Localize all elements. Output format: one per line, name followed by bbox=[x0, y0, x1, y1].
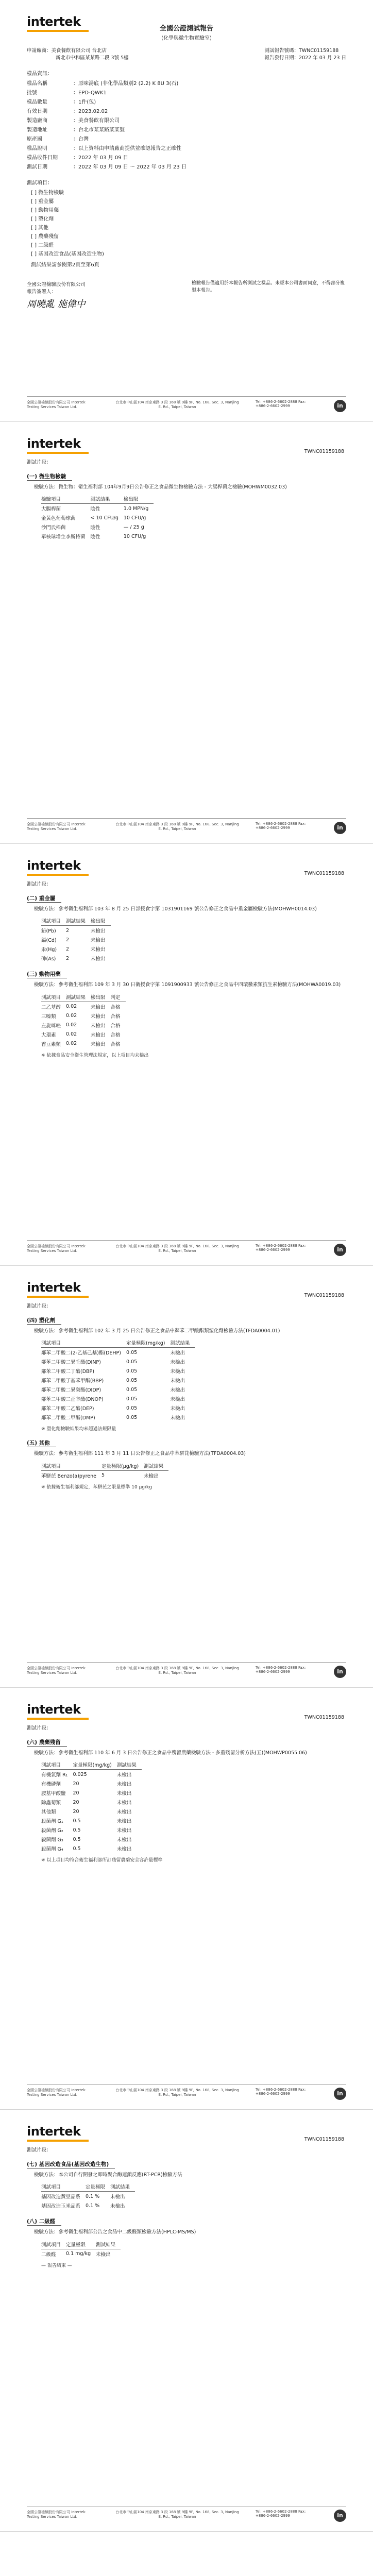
page-footer: 全國公證檢驗股份有限公司 Intertek Testing Services Taiwan Ltd. 台北市中山區104 南京東路 3 段 168 號 9樓 9F, No. 168, Sec. 3, Nanjing E. Rd., Taipei, Taiwan Tel: +886-2-6602-2888 Fax: +886-2-6602-2999 in bbox=[27, 1240, 346, 1256]
table-cell: 大環素 bbox=[41, 1032, 56, 1038]
section-title: (五) 其他 bbox=[27, 1439, 56, 1447]
signer-company: 全國公證檢驗股份有限公司 bbox=[27, 282, 86, 287]
table-header-row bbox=[41, 1338, 195, 1348]
column-header: 測試項目 bbox=[41, 2182, 86, 2192]
results-table bbox=[41, 992, 126, 1048]
page-footer: 全國公證檢驗股份有限公司 Intertek Testing Services Taiwan Ltd. 台北市中山區104 南京東路 3 段 168 號 9樓 9F, No. 168, Sec. 3, Nanjing E. Rd., Taipei, Taiwan Tel: +886-2-6602-2888 Fax: +886-2-6602-2999 in bbox=[27, 2084, 346, 2100]
page-footer: 全國公證檢驗股份有限公司 Intertek Testing Services Taiwan Ltd. 台北市中山區104 南京東路 3 段 168 號 9樓 9F, No. 168, Sec. 3, Nanjing E. Rd., Taipei, Taiwan Tel: +886-2-6602-2888 Fax: +886-2-6602-2999 in bbox=[27, 818, 346, 834]
test-method: 檢驗方法：參考衛生福利部 102 年 3 月 25 日公告修正之食品中鄰苯二甲酸酯類塑化劑檢驗方法(TFDA0004.01) bbox=[34, 1328, 280, 1334]
signer-label: 報告簽署人： bbox=[27, 289, 57, 295]
table-cell: 未檢出 bbox=[116, 1819, 132, 1825]
test-method: 檢驗方法：參考衛生福利部 109 年 3 月 30 日衛授食字第 1091900933 號公告修正之食品中四環黴素類抗生素檢驗方法(MOHWA0019.03) bbox=[34, 982, 341, 988]
column-header: 定量極限(μg/kg) bbox=[101, 1461, 144, 1471]
table-row bbox=[41, 2201, 135, 2210]
table-header-row bbox=[41, 1760, 142, 1770]
column-header: 定量極限 bbox=[66, 2240, 96, 2249]
page-label: 測試片段： bbox=[27, 2147, 52, 2153]
report-number: TWNC01159188 bbox=[304, 2137, 344, 2142]
table-cell: 20 bbox=[73, 1790, 79, 1796]
results-table bbox=[41, 2182, 135, 2210]
table-row bbox=[41, 1816, 142, 1825]
table-cell: 陰性 bbox=[90, 506, 100, 513]
column-header: 定量極限 bbox=[86, 2182, 110, 2192]
table-cell: 未檢出 bbox=[170, 1415, 185, 1421]
result-section bbox=[27, 2210, 346, 2268]
column-header: 測試項目 bbox=[41, 1461, 101, 1471]
table-cell: 鄰苯二甲酸二正辛酯(DNOP) bbox=[41, 1397, 104, 1403]
disclaimer: 檢驗報告僅適用於本報告所測試之樣品。未經本公司書面同意，不得部分複製本報告。 bbox=[192, 281, 345, 293]
table-cell: 陰性 bbox=[90, 534, 100, 540]
sample-info-table bbox=[27, 79, 346, 170]
table-cell: 殺菌劑 G₄ bbox=[41, 1846, 63, 1853]
table-cell: 合格 bbox=[110, 1032, 121, 1038]
intertek-logo: intertek bbox=[27, 14, 346, 32]
intertek-seal-icon: in bbox=[334, 822, 346, 834]
table-row bbox=[41, 1348, 195, 1358]
report-title: 全國公證測試報告 bbox=[159, 25, 213, 32]
table-cell: 10 CFU/g bbox=[123, 515, 146, 521]
table-cell: < 10 CFU/g bbox=[90, 515, 118, 521]
report-page-3 bbox=[0, 844, 373, 1266]
table-cell: 20 bbox=[73, 1799, 79, 1805]
table-row bbox=[41, 1376, 195, 1385]
table-cell: 殺菌劑 G₃ bbox=[41, 1837, 63, 1843]
table-cell: 0.02 bbox=[66, 1004, 77, 1009]
test-item: [ ] 塑化劑 bbox=[31, 216, 54, 222]
column-header: 檢出限 bbox=[124, 494, 154, 504]
intertek-logo: intertek bbox=[27, 436, 346, 454]
table-cell: 未檢出 bbox=[91, 1023, 106, 1029]
sample-info-value: ：台北市某某路某某號 bbox=[73, 127, 125, 133]
column-header: 測試結果 bbox=[110, 2182, 135, 2192]
sample-info-value: ：2023.02.02 bbox=[73, 109, 108, 114]
table-cell: 5 bbox=[101, 1472, 105, 1478]
table-cell: 未檢出 bbox=[91, 938, 106, 944]
table-cell: 汞(Hg) bbox=[41, 947, 57, 953]
sample-info-row bbox=[27, 144, 346, 151]
results-table bbox=[41, 494, 154, 541]
sample-info-row bbox=[27, 107, 346, 114]
test-method: 檢驗方法：參考衛生福利部 103 年 8 月 25 日部授食字第 1031901169 號公告修正之食品中重金屬檢驗方法(MOHWH0014.03) bbox=[34, 906, 317, 912]
table-cell: 未檢出 bbox=[116, 1809, 132, 1816]
table-cell: 基因改造黃豆品系 bbox=[41, 2194, 81, 2200]
section-note: — 報告結束 — bbox=[41, 2263, 72, 2268]
table-row bbox=[41, 935, 111, 944]
result-section bbox=[27, 1731, 346, 1863]
sample-info-key: 原產國 bbox=[27, 137, 42, 142]
table-row bbox=[41, 513, 154, 522]
section-title: (七) 基因改造食品(基因改造生物) bbox=[27, 2160, 115, 2168]
table-row bbox=[41, 1366, 195, 1376]
table-cell: 基因改造玉米品系 bbox=[41, 2204, 81, 2210]
table-row bbox=[41, 1039, 126, 1048]
signature: 周曉亂 施偉中 bbox=[27, 299, 86, 310]
table-cell: 鄰苯二甲酸二乙酯(DEP) bbox=[41, 1406, 94, 1412]
table-cell: 0.02 bbox=[66, 1041, 77, 1046]
table-cell: 未檢出 bbox=[116, 1837, 132, 1843]
table-row bbox=[41, 2192, 135, 2201]
table-cell: 未檢出 bbox=[170, 1397, 185, 1403]
table-cell: 金黃色葡萄球菌 bbox=[41, 516, 76, 522]
table-cell: 0.05 bbox=[126, 1414, 138, 1420]
results-table bbox=[41, 1760, 142, 1853]
table-cell: 鄰苯二甲酸二丁酯(DBP) bbox=[41, 1369, 94, 1375]
report-date: 2022 年 03 月 23 日 bbox=[299, 55, 346, 61]
table-cell: 未檢出 bbox=[170, 1406, 185, 1412]
table-cell: 未檢出 bbox=[91, 956, 106, 962]
table-cell: 其他類 bbox=[41, 1809, 56, 1816]
sample-info-row bbox=[27, 97, 346, 105]
table-row bbox=[41, 1021, 126, 1030]
table-row bbox=[41, 1385, 195, 1394]
sample-info-value: ：原味湯底 (非化學品類別2 (2.2) K 8U 3(石) bbox=[73, 81, 179, 87]
table-cell: 合格 bbox=[110, 1013, 121, 1020]
page-footer: 全國公證檢驗股份有限公司 Intertek Testing Services Taiwan Ltd. 台北市中山區104 南京東路 3 段 168 號 9樓 9F, No. 168, Sec. 3, Nanjing E. Rd., Taipei, Taiwan Tel: +886-2-6602-2888 Fax: +886-2-6602-2999 in bbox=[27, 2506, 346, 2522]
table-row bbox=[41, 1403, 195, 1413]
table-row bbox=[41, 1779, 142, 1788]
sample-info-key: 測試日期 bbox=[27, 164, 47, 170]
table-cell: 未檢出 bbox=[144, 1473, 159, 1479]
table-cell: 0.05 bbox=[126, 1349, 138, 1355]
table-row bbox=[41, 1394, 195, 1403]
result-section bbox=[27, 2153, 346, 2210]
result-section bbox=[27, 887, 346, 963]
table-row bbox=[41, 504, 154, 514]
test-method: 檢驗方法：參考衛生福利部公告之食品中二級醛類檢驗方法(HPLC-MS/MS) bbox=[34, 2229, 196, 2235]
table-cell: 苯駢芘 Benzo(a)pyrene bbox=[41, 1473, 96, 1479]
applicant-company: 美食餐飲有限公司 台北店 bbox=[51, 48, 107, 54]
section-note: ※ 塑化劑檢驗結果均未超過法規限量 bbox=[41, 1427, 116, 1432]
report-page-2 bbox=[0, 422, 373, 844]
intertek-seal-icon: in bbox=[334, 1666, 346, 1678]
table-cell: 0.02 bbox=[66, 1013, 77, 1019]
table-row bbox=[41, 1807, 142, 1816]
result-section bbox=[27, 963, 346, 1058]
table-cell: 有機磷劑 bbox=[41, 1782, 61, 1788]
table-cell: 0.1 % bbox=[86, 2202, 100, 2209]
table-cell: 二級醛 bbox=[41, 2251, 56, 2258]
column-header: 測試結果 bbox=[91, 494, 124, 504]
test-item: [ ] 動物用藥 bbox=[31, 208, 59, 213]
test-method: 檢驗方法：本公司自行開發之即時聚合酶連鎖反應(RT-PCR)檢驗方法 bbox=[34, 2172, 182, 2178]
table-cell: 未檢出 bbox=[91, 1013, 106, 1020]
table-cell: 除蟲菊類 bbox=[41, 1800, 61, 1806]
table-cell: 未檢出 bbox=[91, 1004, 106, 1010]
test-item: [ ] 二級醛 bbox=[31, 243, 54, 248]
table-cell: 2 bbox=[66, 955, 70, 961]
result-remark: 測試結果請參閱第2頁至第6頁 bbox=[31, 262, 99, 268]
table-cell: 0.1 mg/kg bbox=[66, 2251, 91, 2257]
section-title: (六) 農藥殘留 bbox=[27, 1738, 67, 1747]
table-row bbox=[41, 954, 111, 963]
sample-info-value: ：美食餐飲有限公司 bbox=[73, 118, 120, 124]
sample-info-row bbox=[27, 116, 346, 124]
table-cell: 沙門氏桿菌 bbox=[41, 525, 66, 531]
sample-info-value: ：2022 年 03 月 09 日 ～ 2022 年 03 月 23 日 bbox=[73, 164, 186, 170]
sample-info-heading: 樣品資訊： bbox=[27, 71, 53, 77]
table-cell: 陰性 bbox=[90, 525, 100, 531]
sample-info-key: 有效日期 bbox=[27, 109, 47, 114]
column-header: 檢出限 bbox=[91, 992, 111, 1002]
table-cell: 左旋咪唑 bbox=[41, 1023, 61, 1029]
report-number: TWNC01159188 bbox=[299, 48, 339, 54]
section-title: (三) 動物用藥 bbox=[27, 970, 67, 978]
table-row bbox=[41, 532, 154, 541]
table-cell: 0.5 bbox=[73, 1845, 81, 1852]
table-cell: 鉛(Pb) bbox=[41, 928, 56, 935]
table-row bbox=[41, 1788, 142, 1798]
sample-info-key: 樣品說明 bbox=[27, 146, 47, 151]
table-cell: 鄰苯二甲酸二(2-乙基己基)酯(DEHP) bbox=[41, 1350, 121, 1357]
table-cell: 未檢出 bbox=[91, 928, 106, 935]
report-number: TWNC01159188 bbox=[304, 871, 344, 876]
sample-info-key: 製造地址 bbox=[27, 127, 47, 133]
result-section bbox=[27, 1432, 346, 1489]
sample-info-row bbox=[27, 134, 346, 142]
table-row bbox=[41, 1470, 168, 1480]
table-cell: 殺菌劑 G₂ bbox=[41, 1828, 63, 1834]
table-row bbox=[41, 2249, 121, 2259]
table-cell: 2 bbox=[66, 937, 70, 943]
section-title: (四) 塑化劑 bbox=[27, 1316, 61, 1325]
table-cell: 砷(As) bbox=[41, 956, 56, 962]
sample-info-key: 樣品數量 bbox=[27, 99, 47, 105]
table-cell: 未檢出 bbox=[116, 1828, 132, 1834]
intertek-logo: intertek bbox=[27, 1702, 346, 1720]
test-method: 檢驗方法：微生物：衛生福利部 104年9月9日公告修正之食品微生物檢驗方法 - 大腸桿菌之檢驗(MOHWM0032.03) bbox=[34, 484, 287, 490]
section-note: ※ 以上項目均符合衛生福利部所訂殘留農藥安全容許量標準 bbox=[41, 1858, 163, 1863]
table-header-row bbox=[41, 2240, 121, 2249]
column-header: 測試結果 bbox=[66, 992, 91, 1002]
table-header-row bbox=[41, 992, 126, 1002]
sample-info-key: 樣品名稱 bbox=[27, 81, 47, 87]
page-label: 測試片段： bbox=[27, 1725, 52, 1731]
table-header-row bbox=[41, 916, 111, 926]
result-section bbox=[27, 1309, 346, 1432]
results-table bbox=[41, 1461, 168, 1480]
column-header: 測試項目 bbox=[41, 916, 66, 926]
test-item: [ ] 基因改造食品(基因改造生物) bbox=[31, 251, 104, 257]
table-cell: 2 bbox=[66, 927, 70, 934]
table-row bbox=[41, 1798, 142, 1807]
table-cell: 鄰苯二甲酸二異壬酯(DINP) bbox=[41, 1360, 101, 1366]
table-cell: 0.5 bbox=[73, 1836, 81, 1842]
result-section bbox=[27, 465, 346, 541]
column-header: 測試結果 bbox=[96, 2240, 121, 2249]
table-row bbox=[41, 1011, 126, 1021]
test-item: [ ] 其他 bbox=[31, 225, 49, 231]
sample-info-key: 製造廠商 bbox=[27, 118, 47, 124]
table-cell: 20 bbox=[73, 1808, 79, 1815]
intertek-seal-icon: in bbox=[334, 2510, 346, 2522]
report-number: TWNC01159188 bbox=[304, 1715, 344, 1720]
table-row bbox=[41, 1844, 142, 1853]
column-header: 測試結果 bbox=[144, 1461, 168, 1471]
sample-info-key: 批號 bbox=[27, 90, 37, 96]
sample-info-key: 樣品收件日期 bbox=[27, 155, 58, 161]
page-footer: 全國公證檢驗股份有限公司 Intertek Testing Services Taiwan Ltd. 台北市中山區104 南京東路 3 段 168 號 9樓 9F, No. 168, Sec. 3, Nanjing E. Rd., Taipei, Taiwan Tel: +886-2-6602-2888 Fax: +886-2-6602-2999 in bbox=[27, 396, 346, 412]
page-label: 測試片段： bbox=[27, 1303, 52, 1309]
table-header-row bbox=[41, 494, 154, 504]
table-cell: 未檢出 bbox=[116, 1772, 132, 1778]
column-header: 測試項目 bbox=[41, 1760, 73, 1770]
table-header-row bbox=[41, 2182, 135, 2192]
result-pages bbox=[0, 422, 373, 2532]
results-table bbox=[41, 1338, 195, 1422]
sample-info-row bbox=[27, 153, 346, 161]
table-cell: 0.05 bbox=[126, 1377, 138, 1383]
report-page-1: intertek 全國公證測試報告 (化學與微生物實驗室) 申請廠商：美食餐飲有限公司 台北店 新北市中和區某某路二段 3號 5樓 測試報告號碼：TWNC01159188 報告發行日期：2022 年 03 月 23 日 樣品資訊： 樣品名稱 ：原味湯底 (非化學品類別2 (2.2) K 8U 3(石) 批號 ：EPD-QWK1 樣品數量 ：1件(包) 有效日期 ：2023.02.02 製造廠商 ：美食餐飲有限公司 製造地址 ：台北市某某路某某號 原產國 ：台灣 樣品說明 ：以上資料由申請廠商提供並確認報告之正確性 樣品收件日期 ：2022 年 03 月 09 日 測試日期 ：2022 年 03 月 09 日 ～ 2022 年 03 月 23 日 測試項目： [ ] 微生物檢驗 [ ] 重金屬 [ ] 動物用藥 [ ] 塑化劑 [ ] 其他 [ ] 農藥殘留 [ ] 二級醛 [ ] 基因改造食品(基因改造生物) 測試結果請參閱第2頁至第6頁 全國公證檢驗股份有限公司 報告簽署人： 周曉亂 施偉中 檢驗報告僅適用於本報告所測試之樣品。未經本公司書面同意，不得部分複製本報告。 全國公證檢驗股份有限公司 Intertek Testing Services Taiwan Ltd. 台北市中山區104 南京東路 3 段 168 號 9樓 9F, No. 168, Sec. 3, Nanjing E. Rd., Taipei, Taiwan Tel: +886-2-6602-2888 Fax: +886-2-6602-2999 in bbox=[0, 0, 373, 422]
test-method: 檢驗方法：參考衛生福利部 111 年 3 月 11 日公告修正之食品中苯駢芘檢驗方法(TFDA0004.03) bbox=[34, 1451, 246, 1457]
table-cell: 0.02 bbox=[66, 1022, 77, 1028]
table-cell: 鄰苯二甲酸丁基苯甲酯(BBP) bbox=[41, 1378, 104, 1384]
table-row bbox=[41, 1835, 142, 1844]
sample-info-value: ：以上資料由申請廠商提供並確認報告之正確性 bbox=[73, 146, 181, 151]
table-cell: 10 CFU/g bbox=[123, 533, 146, 539]
column-header: 檢出限 bbox=[91, 916, 111, 926]
table-cell: 0.025 bbox=[73, 1771, 87, 1777]
section-note: ※ 依據衛生福利部規定，苯駢芘之限量標準 10 μg/kg bbox=[41, 1484, 152, 1490]
intertek-logo: intertek bbox=[27, 1280, 346, 1298]
table-cell: 未檢出 bbox=[170, 1360, 185, 1366]
table-row bbox=[41, 944, 111, 954]
table-cell: 未檢出 bbox=[116, 1800, 132, 1806]
table-cell: 合格 bbox=[110, 1041, 121, 1047]
intertek-seal-icon: in bbox=[334, 2088, 346, 2100]
report-number: TWNC01159188 bbox=[304, 449, 344, 454]
test-item: [ ] 微生物檢驗 bbox=[31, 190, 64, 196]
table-cell: 0.05 bbox=[126, 1386, 138, 1393]
page-label: 測試片段： bbox=[27, 460, 52, 465]
table-cell: 鄰苯二甲酸二甲酯(DMP) bbox=[41, 1415, 95, 1421]
table-cell: 未檢出 bbox=[91, 947, 106, 953]
table-cell: 1.0 MPN/g bbox=[123, 505, 149, 512]
test-method: 檢驗方法：參考衛生福利部 110 年 6 月 3 日公告修正之食品中殘留農藥檢驗方法 - 多重殘留分析方法(五)(MOHWP0055.06) bbox=[34, 1750, 307, 1756]
report-page-4 bbox=[0, 1266, 373, 1688]
table-cell: 單核球增生李斯特菌 bbox=[41, 534, 86, 540]
table-row bbox=[41, 926, 111, 936]
table-cell: 胺基甲酸鹽 bbox=[41, 1791, 66, 1797]
table-cell: 2 bbox=[66, 946, 70, 952]
table-row bbox=[41, 1770, 142, 1780]
section-title: (二) 重金屬 bbox=[27, 894, 61, 903]
report-page-6 bbox=[0, 2110, 373, 2532]
column-header: 判定 bbox=[111, 992, 126, 1002]
intertek-seal-icon: in bbox=[334, 1244, 346, 1256]
table-cell: 鎘(Cd) bbox=[41, 938, 57, 944]
section-title: (八) 二級醛 bbox=[27, 2217, 61, 2226]
section-note: ※ 依據食品安全衛生管理法規定，以上項目均未檢出 bbox=[41, 1053, 149, 1058]
column-header: 定量極限(mg/kg) bbox=[73, 1760, 116, 1770]
report-number: TWNC01159188 bbox=[304, 1293, 344, 1298]
table-row bbox=[41, 1825, 142, 1835]
sample-info-value: ：1件(包) bbox=[73, 99, 96, 105]
sample-info-row bbox=[27, 125, 346, 133]
table-cell: 0.5 bbox=[73, 1818, 81, 1824]
intertek-seal-icon: in bbox=[334, 400, 346, 412]
report-subtitle: (化學與微生物實驗室) bbox=[161, 36, 212, 41]
table-cell: 未檢出 bbox=[110, 2204, 125, 2210]
table-cell: — / 25 g bbox=[123, 524, 144, 530]
table-cell: 0.02 bbox=[66, 1031, 77, 1037]
sample-info-value: ：EPD-QWK1 bbox=[73, 90, 107, 96]
tests-heading: 測試項目： bbox=[27, 180, 53, 186]
intertek-logo: intertek bbox=[27, 2124, 346, 2142]
table-row bbox=[41, 1002, 126, 1011]
table-cell: 未檢出 bbox=[170, 1378, 185, 1384]
intertek-logo: intertek bbox=[27, 858, 346, 876]
table-header-row bbox=[41, 1461, 168, 1471]
table-cell: 二乙基醇 bbox=[41, 1004, 61, 1010]
page-footer: 全國公證檢驗股份有限公司 Intertek Testing Services Taiwan Ltd. 台北市中山區104 南京東路 3 段 168 號 9樓 9F, No. 168, Sec. 3, Nanjing E. Rd., Taipei, Taiwan Tel: +886-2-6602-2888 Fax: +886-2-6602-2999 in bbox=[27, 1662, 346, 1678]
test-item: [ ] 農藥殘留 bbox=[31, 234, 59, 240]
table-cell: 三嗪類 bbox=[41, 1013, 56, 1020]
table-cell: 0.05 bbox=[126, 1396, 138, 1402]
table-cell: 0.05 bbox=[126, 1405, 138, 1411]
table-cell: 0.1 % bbox=[86, 2193, 100, 2199]
sample-info-row bbox=[27, 88, 346, 96]
table-cell: 0.05 bbox=[126, 1359, 138, 1365]
report-page-5 bbox=[0, 1688, 373, 2110]
table-cell: 未檢出 bbox=[91, 1032, 106, 1038]
sample-info-row bbox=[27, 162, 346, 170]
table-cell: 合格 bbox=[110, 1004, 121, 1010]
table-cell: 未檢出 bbox=[110, 2194, 125, 2200]
results-table bbox=[41, 916, 111, 963]
column-header: 測試結果 bbox=[66, 916, 91, 926]
table-cell: 20 bbox=[73, 1781, 79, 1787]
table-cell: 未檢出 bbox=[116, 1791, 132, 1797]
table-cell: 未檢出 bbox=[170, 1387, 185, 1394]
column-header: 定量極限(mg/kg) bbox=[126, 1338, 170, 1348]
table-row bbox=[41, 1357, 195, 1366]
column-header: 測試項目 bbox=[41, 1338, 126, 1348]
tests-list bbox=[27, 188, 346, 257]
page-label: 測試片段： bbox=[27, 882, 52, 887]
table-row bbox=[41, 522, 154, 532]
column-header: 測試結果 bbox=[170, 1338, 195, 1348]
table-cell: 0.05 bbox=[126, 1368, 138, 1374]
table-cell: 未檢出 bbox=[116, 1782, 132, 1788]
column-header: 測試結果 bbox=[117, 1760, 142, 1770]
table-cell: 未檢出 bbox=[96, 2251, 111, 2258]
sample-info-value: ：台灣 bbox=[73, 137, 89, 142]
table-cell: 大腸桿菌 bbox=[41, 506, 61, 513]
table-cell: 有機氯劑 R₁ bbox=[41, 1772, 68, 1778]
applicant-address: 新北市中和區某某路二段 3號 5樓 bbox=[56, 55, 129, 61]
sample-info-row bbox=[27, 79, 346, 87]
table-cell: 合格 bbox=[110, 1023, 121, 1029]
table-row bbox=[41, 1413, 195, 1422]
table-cell: 殺菌劑 G₁ bbox=[41, 1819, 63, 1825]
table-cell: 香豆素類 bbox=[41, 1041, 61, 1047]
column-header: 測試項目 bbox=[41, 992, 66, 1002]
column-header: 測試項目 bbox=[41, 2240, 66, 2249]
table-cell: 鄰苯二甲酸二異癸酯(DIDP) bbox=[41, 1387, 101, 1394]
test-item: [ ] 重金屬 bbox=[31, 199, 54, 205]
table-row bbox=[41, 1030, 126, 1039]
sample-info-value: ：2022 年 03 月 09 日 bbox=[73, 155, 128, 161]
table-cell: 未檢出 bbox=[91, 1041, 106, 1047]
table-cell: 未檢出 bbox=[116, 1846, 132, 1853]
table-cell: 0.5 bbox=[73, 1827, 81, 1833]
section-title: (一) 微生物檢驗 bbox=[27, 472, 72, 481]
results-table bbox=[41, 2240, 121, 2259]
column-header: 檢驗項目 bbox=[41, 494, 91, 504]
table-cell: 未檢出 bbox=[170, 1350, 185, 1357]
table-cell: 未檢出 bbox=[170, 1369, 185, 1375]
